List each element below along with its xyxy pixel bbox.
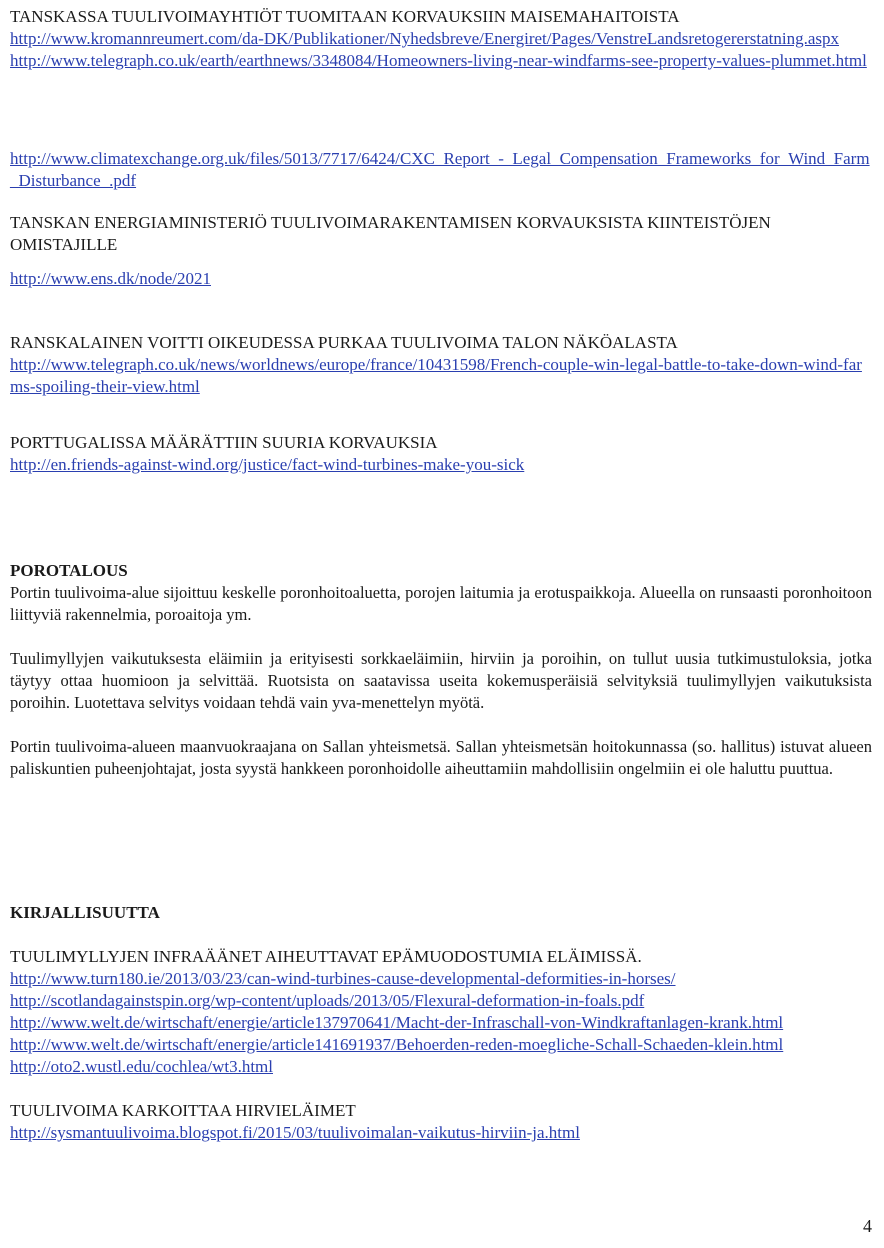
paragraph: Portin tuulivoima-alueen maanvuokraajana on Sallan yhteismetsä. Sallan yhteismetsän hoitokunnassa (so. hallitus) istuvat alueen paliskuntien puheenjohtajat, josta syystä hankkeen poronhoidolle aiheuttamiin mahdollisiin ongelmiin ei ole haluttu puuttua. — [10, 737, 872, 778]
reference-block-denmark — [10, 6, 872, 72]
reference-block-climatexchange — [10, 148, 872, 192]
reference-link[interactable]: http://oto2.wustl.edu/cochlea/wt3.html — [10, 1057, 273, 1076]
reference-heading: TUULIMYLLYJEN INFRAÄÄNET AIHEUTTAVAT EPÄMUODOSTUMIA ELÄIMISSÄ. — [10, 947, 642, 966]
reference-link[interactable]: http://www.telegraph.co.uk/news/worldnews/europe/france/10431598/French-couple-win-legal-battle-to-take-down-wind-farms-spoiling-their-view.html — [10, 355, 862, 396]
reference-link[interactable]: http://www.telegraph.co.uk/earth/earthnews/3348084/Homeowners-living-near-windfarms-see-property-values-plummet.html — [10, 51, 867, 70]
section-kirjallisuutta — [10, 902, 872, 1144]
reference-block-ministry — [10, 212, 872, 290]
reference-heading: TANSKASSA TUULIVOIMAYHTIÖT TUOMITAAN KORVAUKSIIN MAISEMAHAITOISTA — [10, 7, 680, 26]
reference-link[interactable]: http://www.climatexchange.org.uk/files/5013/7717/6424/CXC_Report_-_Legal_Compensation_Frameworks_for_Wind_Farm_Disturbance_.pdf — [10, 149, 870, 190]
reference-block-france — [10, 332, 872, 398]
reference-link[interactable]: http://en.friends-against-wind.org/justice/fact-wind-turbines-make-you-sick — [10, 455, 525, 474]
reference-heading: TANSKAN ENERGIAMINISTERIÖ TUULIVOIMARAKENTAMISEN KORVAUKSISTA KIINTEISTÖJEN OMISTAJILLE — [10, 213, 771, 254]
paragraph: Portin tuulivoima-alue sijoittuu keskelle poronhoitoaluetta, porojen laitumia ja erotuspaikkoja. Alueella on runsaasti poronhoitoon liittyviä rakennelmia, poroaitoja ym. — [10, 583, 872, 624]
reference-link[interactable]: http://scotlandagainstspin.org/wp-content/uploads/2013/05/Flexural-deformation-in-foals.pdf — [10, 991, 645, 1010]
reference-link[interactable]: http://sysmantuulivoima.blogspot.fi/2015/03/tuulivoimalan-vaikutus-hirviin-ja.html — [10, 1123, 580, 1142]
section-title: POROTALOUS — [10, 561, 128, 580]
reference-link[interactable]: http://www.ens.dk/node/2021 — [10, 269, 211, 288]
reference-link[interactable]: http://www.welt.de/wirtschaft/energie/article137970641/Macht-der-Infraschall-von-Windkraftanlagen-krank.html — [10, 1013, 784, 1032]
section-title: KIRJALLISUUTTA — [10, 903, 160, 922]
reference-heading: RANSKALAINEN VOITTI OIKEUDESSA PURKAA TUULIVOIMA TALON NÄKÖALASTA — [10, 333, 678, 352]
literature-group-moose — [10, 1100, 872, 1144]
reference-heading: PORTTUGALISSA MÄÄRÄTTIIN SUURIA KORVAUKSIA — [10, 433, 438, 452]
reference-block-portugal — [10, 432, 872, 476]
section-porotalous — [10, 560, 872, 780]
literature-group-infrasound — [10, 946, 872, 1078]
reference-heading: TUULIVOIMA KARKOITTAA HIRVIELÄIMET — [10, 1101, 356, 1120]
reference-link[interactable]: http://www.welt.de/wirtschaft/energie/article141691937/Behoerden-reden-moegliche-Schall-Schaeden-klein.html — [10, 1035, 784, 1054]
reference-link[interactable]: http://www.kromannreumert.com/da-DK/Publikationer/Nyhedsbreve/Energiret/Pages/VenstreLandsretogererstatning.aspx — [10, 29, 839, 48]
page-number: 4 — [863, 1216, 872, 1236]
reference-link[interactable]: http://www.turn180.ie/2013/03/23/can-wind-turbines-cause-developmental-deformities-in-horses/ — [10, 969, 676, 988]
paragraph: Tuulimyllyjen vaikutuksesta eläimiin ja erityisesti sorkkaeläimiin, hirviin ja poroihin, on tullut uusia tutkimustuloksia, jotka täytyy ottaa huomioon ja selvittää. Ruotsista on saatavissa useita kokemusperäisiä selvityksiä tuulimyllyjen vaikutuksista poroihin. Luotettava selvitys voidaan tehdä vain yva-menettelyn myötä. — [10, 649, 872, 712]
